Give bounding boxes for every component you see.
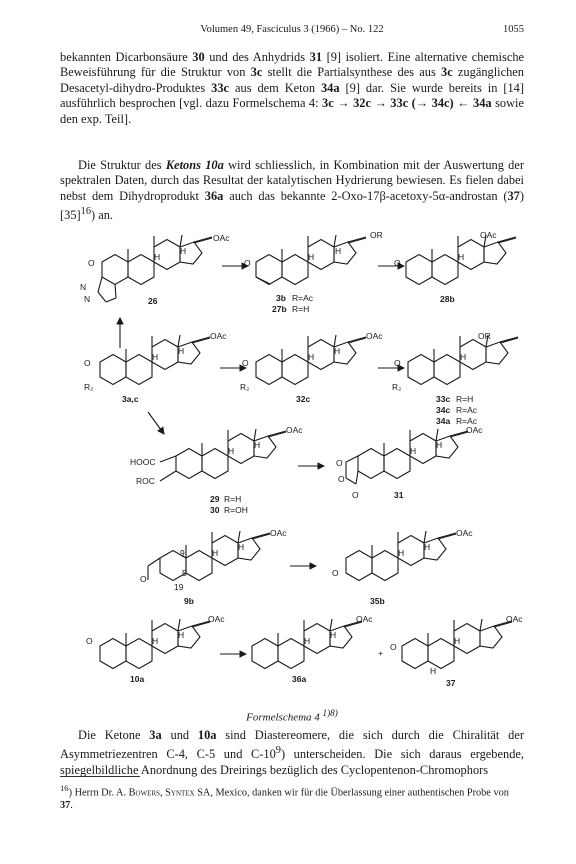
- compound-number: 34c: [436, 405, 451, 415]
- compound-number: 31: [394, 490, 404, 500]
- substituent: R=H: [456, 394, 474, 404]
- compound-number: 30: [210, 505, 220, 515]
- text-run: wird schliesslich, in Kombination mit der Auswertung der spektralen Daten, durch das Resultat der katalytischen Hydrierung bewiesen. Es fielen dabei nebst dem Dihydroprodukt: [60, 158, 524, 203]
- compound-number: 3b: [276, 293, 286, 303]
- atom-label: OAc: [286, 425, 303, 435]
- compound-ref: 10a: [197, 728, 217, 742]
- text-run: [9] dar. Sie wurde bereits in [14] ausführlich besprochen [vgl. dazu Formelschema 4:: [60, 80, 524, 111]
- atom-label: H: [308, 252, 315, 262]
- atom-label: H: [436, 440, 443, 450]
- atom-label: H: [308, 352, 315, 362]
- atom-label: H: [152, 636, 159, 646]
- atom-label: H: [458, 252, 465, 262]
- reaction-arrow: [148, 412, 164, 434]
- text-run: aus dem Keton: [229, 80, 321, 95]
- substituent: R=H: [224, 494, 242, 504]
- caption-footnote-ref: 1)8): [322, 708, 338, 718]
- atom-label: O: [140, 574, 147, 584]
- atom-label: O: [352, 490, 359, 500]
- atom-label: O: [84, 358, 91, 368]
- atom-label: OAc: [213, 233, 230, 243]
- atom-label: H: [178, 630, 185, 640]
- page-number: 1055: [503, 24, 524, 35]
- compound-ref: 33c: [211, 80, 230, 95]
- text-run: ) [35]: [60, 188, 524, 223]
- atom-label: O: [336, 458, 343, 468]
- compound-number: 3a,c: [122, 394, 139, 404]
- footnote-marker: 16: [80, 206, 91, 218]
- compound-number: 27b: [272, 304, 287, 314]
- atom-label: ROC: [136, 476, 155, 486]
- atom-label: O: [86, 636, 93, 646]
- atom-label: H: [334, 346, 341, 356]
- caption-text: Formelschema 4: [246, 711, 320, 724]
- compound-number: 28b: [440, 294, 455, 304]
- atom-label: OAc: [356, 614, 373, 624]
- atom-label: H: [335, 246, 342, 256]
- atom-label: H: [154, 252, 161, 262]
- atom-label: O: [390, 642, 397, 652]
- atom-label: H: [180, 246, 187, 256]
- atom-label: HOOC: [130, 457, 156, 467]
- paragraph-2: [60, 158, 524, 224]
- atom-label: O: [332, 568, 339, 578]
- atom-label: O: [394, 358, 401, 368]
- compound-number: 37: [446, 678, 456, 688]
- atom-label: O: [244, 258, 251, 268]
- structure-10a: [86, 614, 225, 684]
- compound-number: 35b: [370, 596, 385, 606]
- formula-scheme: [60, 226, 524, 706]
- text-run: zugänglichen Desacetyl-dihydro-Produktes: [60, 65, 524, 95]
- atom-label: O: [338, 474, 345, 484]
- substituent: R=OH: [224, 505, 248, 515]
- structure-33c: [392, 331, 518, 426]
- atom-label: R₂: [84, 382, 94, 392]
- footnote-16: [60, 782, 524, 812]
- atom-label: R₂: [392, 382, 402, 392]
- atom-label: H: [238, 542, 245, 552]
- structure-9b: [140, 528, 287, 606]
- company-name: Syntex: [165, 787, 195, 799]
- atom-label: 9: [180, 548, 185, 558]
- compound-ref: 34a: [320, 80, 340, 95]
- atom-label: H: [304, 636, 311, 646]
- journal-issue: Volumen 49, Fasciculus 3 (1966) – No. 122: [200, 24, 384, 35]
- atom-label: H: [454, 636, 461, 646]
- plus-sign: +: [378, 648, 383, 658]
- text-run: ) an.: [90, 208, 114, 223]
- atom-label: OR: [478, 331, 491, 341]
- atom-label: OAc: [366, 331, 383, 341]
- compound-ref: 37: [60, 800, 71, 812]
- atom-label: H: [254, 440, 261, 450]
- atom-label: H: [178, 346, 185, 356]
- atom-label: H: [152, 352, 159, 362]
- atom-label: H: [424, 542, 431, 552]
- compound-number: 26: [148, 296, 158, 306]
- compound-ref: Ketons 10a: [165, 158, 224, 172]
- text-run: ,: [160, 787, 166, 799]
- structure-29-30: [130, 425, 303, 515]
- compound-number: 36a: [292, 674, 307, 684]
- text-run: [9] isoliert. Eine alternative chemische Beweisführung für die Struktur von: [60, 50, 525, 80]
- atom-label: OAc: [466, 425, 483, 435]
- atom-label: N: [84, 294, 91, 304]
- compound-ref: 3c: [441, 65, 453, 80]
- atom-label: H: [460, 352, 467, 362]
- atom-label: H: [430, 666, 437, 676]
- scheme-caption: [60, 708, 524, 724]
- atom-label: H: [330, 630, 337, 640]
- person-name: Bowers: [128, 787, 161, 799]
- substituent: R=Ac: [456, 416, 478, 426]
- structure-36a: [252, 614, 373, 684]
- reaction-scheme-diagram: [60, 226, 524, 706]
- atom-label: O: [88, 258, 95, 268]
- substituent: R=H: [292, 304, 310, 314]
- footnote-number: 16: [60, 783, 69, 793]
- atom-label: H: [410, 446, 417, 456]
- atom-label: 5: [182, 568, 187, 578]
- structure-26: [80, 233, 230, 306]
- text-run: sind Diastereomere, die sich durch die Chiralität der Asymmetriezentren C-4, C-5 und C-10: [60, 728, 524, 762]
- atom-label: OAc: [506, 614, 523, 624]
- footnote-divider: [60, 776, 140, 777]
- text-run: Die Ketone: [78, 728, 150, 742]
- compound-ref: 3a: [149, 728, 162, 742]
- text-run: bekannten Dicarbonsäure: [60, 50, 193, 64]
- atom-label: R₂: [240, 382, 250, 392]
- atom-label: OAc: [270, 528, 287, 538]
- substituent: R=Ac: [292, 293, 314, 303]
- text-run: auch das bekannte 2-Oxo-17β-acetoxy-5α-androstan (: [223, 188, 508, 203]
- structure-3b: [244, 230, 383, 314]
- text-run: stellt die Partialsynthese des aus: [262, 65, 441, 80]
- reaction-sequence: 3c → 32c → 33c (→ 34c) ← 34a: [322, 96, 492, 111]
- text-run: SA, Mexico, danken wir für die Überlassung einer authentischen Probe von: [194, 787, 509, 799]
- atom-label: OR: [370, 230, 383, 240]
- structure-37: [390, 614, 523, 688]
- compound-number: 33c: [436, 394, 451, 404]
- text-run: ) Herrn Dr. A.: [68, 787, 129, 799]
- footnote-marker: 9: [275, 745, 281, 757]
- structure-31: [336, 425, 483, 500]
- atom-label: OAc: [456, 528, 473, 538]
- atom-label: H: [212, 548, 219, 558]
- structure-3ac: [84, 331, 227, 404]
- compound-number: 32c: [296, 394, 311, 404]
- text-run: ) unterscheiden. Die sich daraus ergebende, spiegelbildliche Anordnung des Dreirings bezüglich des Cyclopentenon-Chromophors: [60, 747, 524, 777]
- atom-label: N: [80, 282, 87, 292]
- atom-label: O: [242, 358, 249, 368]
- atom-label: OAc: [480, 230, 497, 240]
- structure-28b: [394, 230, 516, 304]
- substituent: R=Ac: [456, 405, 478, 415]
- compound-number: 34a: [436, 416, 451, 426]
- text-run: Die Struktur des: [78, 158, 166, 172]
- compound-number: 10a: [130, 674, 145, 684]
- paragraph-3: [60, 728, 524, 778]
- text-run: und: [161, 728, 198, 742]
- compound-number: 9b: [184, 596, 194, 606]
- atom-label: OAc: [208, 614, 225, 624]
- text-run: .: [70, 800, 73, 812]
- atom-label: 19: [174, 582, 184, 592]
- text-run: sowie den exp. Teil].: [60, 96, 524, 126]
- structure-32c: [240, 331, 383, 404]
- compound-ref: 31: [309, 50, 323, 64]
- compound-ref: 36a: [204, 188, 224, 203]
- text-run: und des Anhydrids: [204, 50, 310, 64]
- atom-label: H: [398, 548, 405, 558]
- atom-label: O: [394, 258, 401, 268]
- compound-ref: 30: [192, 50, 205, 64]
- compound-number: 29: [210, 494, 220, 504]
- compound-ref: 37: [507, 188, 520, 203]
- atom-label: OAc: [210, 331, 227, 341]
- atom-label: H: [228, 446, 235, 456]
- paragraph-1: [60, 50, 524, 127]
- compound-ref: 3c: [250, 65, 263, 80]
- structure-35b: [332, 528, 473, 606]
